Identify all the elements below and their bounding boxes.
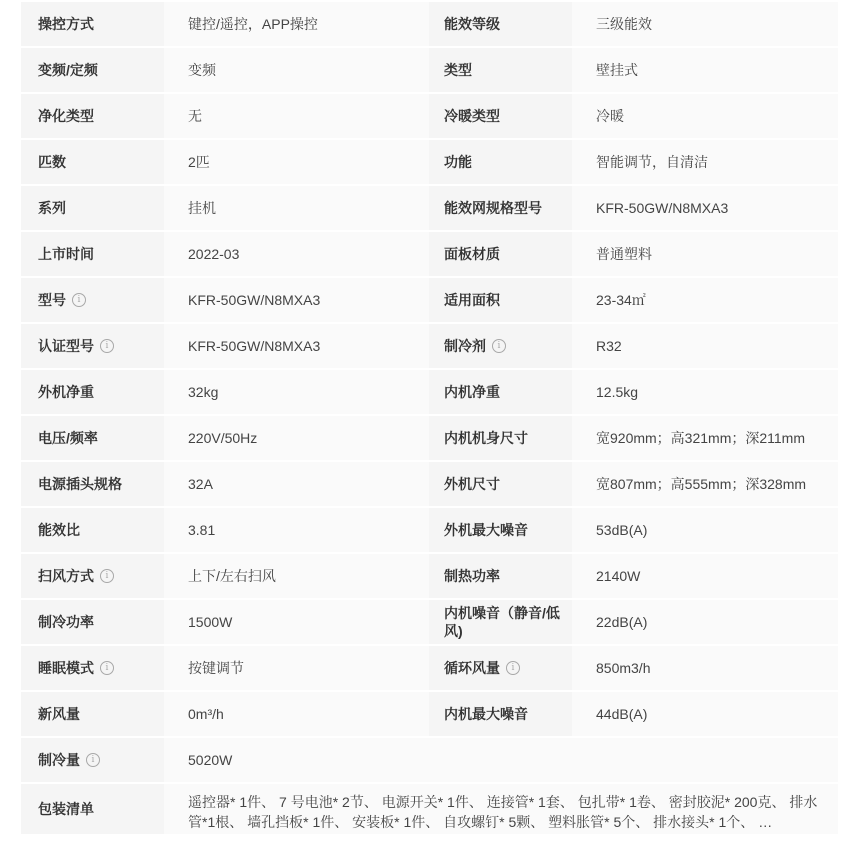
spec-value: 1500W [164, 600, 429, 646]
spec-label-text: 内机机身尺寸 [444, 430, 528, 446]
spec-label [429, 692, 572, 738]
spec-value: 冷暖 [572, 94, 838, 140]
spec-value: 三级能效 [572, 2, 838, 48]
info-circle-icon[interactable]: i [100, 339, 114, 353]
spec-label-text: 外机最大噪音 [444, 522, 528, 538]
spec-value: 3.81 [164, 508, 429, 554]
spec-value: KFR-50GW/N8MXA3 [572, 186, 838, 232]
spec-value: 220V/50Hz [164, 416, 429, 462]
spec-label-text: 能效比 [38, 522, 80, 538]
spec-value: 键控/遥控，APP操控 [164, 2, 429, 48]
spec-label [429, 2, 572, 48]
spec-value: 32kg [164, 370, 429, 416]
spec-label-text: 睡眠模式 [38, 660, 94, 676]
spec-label [21, 554, 164, 600]
spec-label-text: 认证型号 [38, 338, 94, 354]
spec-label [21, 508, 164, 554]
spec-value: 5020W [164, 738, 429, 784]
spec-label-text: 系列 [38, 200, 66, 216]
spec-label [21, 416, 164, 462]
spec-label-text: 内机净重 [444, 384, 500, 400]
spec-label [429, 508, 572, 554]
spec-label [21, 370, 164, 416]
spec-label-text: 扫风方式 [38, 568, 94, 584]
spec-label [429, 324, 572, 370]
spec-label-text: 新风量 [38, 706, 80, 722]
spec-label [429, 232, 572, 278]
spec-label-text: 内机噪音（静音/低风) [444, 605, 560, 639]
packing-list-value: 遥控器* 1件、 7 号电池* 2节、 电源开关* 1件、 连接管* 1套、 包扎带* 1卷、 密封胶泥* 200克、 排水管*1根、 墙孔挡板* 1件、 安装板* 1件、 自攻螺钉* 5颗、 塑料胀管* 5个、 排水接头* 1个、 … [164, 784, 838, 836]
spec-label-text: 型号 [38, 292, 66, 308]
spec-label [429, 186, 572, 232]
packing-list-label: 包装清单 [21, 784, 164, 836]
spec-label [21, 278, 164, 324]
spec-value: 按键调节 [164, 646, 429, 692]
spec-label-text: 功能 [444, 154, 472, 170]
spec-label-text: 电源插头规格 [38, 476, 122, 492]
spec-value: 智能调节，自清洁 [572, 140, 838, 186]
spec-label [429, 94, 572, 140]
spec-value: KFR-50GW/N8MXA3 [164, 278, 429, 324]
spec-label-text: 能效网规格型号 [444, 200, 542, 216]
spec-value: 无 [164, 94, 429, 140]
spec-label [21, 186, 164, 232]
spec-label [429, 554, 572, 600]
info-circle-icon[interactable]: i [72, 293, 86, 307]
spec-label-text: 制热功率 [444, 568, 500, 584]
spec-value: 53dB(A) [572, 508, 838, 554]
spec-value: KFR-50GW/N8MXA3 [164, 324, 429, 370]
spec-label-text: 适用面积 [444, 292, 500, 308]
spec-label-text: 循环风量 [444, 660, 500, 676]
info-circle-icon[interactable]: i [492, 339, 506, 353]
spec-label [21, 692, 164, 738]
spec-label [21, 2, 164, 48]
spec-label [21, 48, 164, 94]
spec-label [21, 600, 164, 646]
spec-label-text: 内机最大噪音 [444, 706, 528, 722]
spec-label-text: 类型 [444, 62, 472, 78]
spec-label [21, 232, 164, 278]
spec-label [429, 462, 572, 508]
spec-value: 变频 [164, 48, 429, 94]
spec-value: 850m3/h [572, 646, 838, 692]
spec-label-text: 变频/定频 [38, 62, 98, 78]
spec-label-text: 面板材质 [444, 246, 500, 262]
spec-label [21, 462, 164, 508]
spec-value: 23-34㎡ [572, 278, 838, 324]
spec-label-text: 外机净重 [38, 384, 94, 400]
spec-label-text: 制冷量 [38, 752, 80, 768]
spec-label [21, 646, 164, 692]
spec-grid [21, 2, 838, 836]
spec-label-text: 匹数 [38, 154, 66, 170]
spec-label [21, 140, 164, 186]
spec-label [429, 416, 572, 462]
spec-label-text: 上市时间 [38, 246, 94, 262]
spec-label-text: 净化类型 [38, 108, 94, 124]
spec-label-text: 电压/频率 [38, 430, 98, 446]
spec-label [429, 646, 572, 692]
info-circle-icon[interactable]: i [506, 661, 520, 675]
spec-label [429, 140, 572, 186]
spec-label [21, 94, 164, 140]
spec-value: 12.5kg [572, 370, 838, 416]
spec-value: 2022-03 [164, 232, 429, 278]
info-circle-icon[interactable]: i [86, 753, 100, 767]
spec-value: 上下/左右扫风 [164, 554, 429, 600]
spec-value: 2140W [572, 554, 838, 600]
spec-value: 宽920mm；高321mm；深211mm [572, 416, 838, 462]
spec-label-text: 制冷功率 [38, 614, 94, 630]
info-circle-icon[interactable]: i [100, 569, 114, 583]
spec-value: 普通塑料 [572, 232, 838, 278]
spec-label [21, 324, 164, 370]
spec-value: 挂机 [164, 186, 429, 232]
spec-value: 壁挂式 [572, 48, 838, 94]
spec-label [21, 738, 164, 784]
spec-label [429, 278, 572, 324]
spec-label-text: 能效等级 [444, 16, 500, 32]
spec-value: 44dB(A) [572, 692, 838, 738]
spec-label-text: 冷暖类型 [444, 108, 500, 124]
spec-value: R32 [572, 324, 838, 370]
spec-table [21, 2, 838, 836]
spec-label [429, 48, 572, 94]
spec-label-text: 操控方式 [38, 16, 94, 32]
spec-label [429, 370, 572, 416]
spec-label-text: 制冷剂 [444, 338, 486, 354]
info-circle-icon[interactable]: i [100, 661, 114, 675]
spec-value: 32A [164, 462, 429, 508]
spec-value: 0m³/h [164, 692, 429, 738]
spec-value: 22dB(A) [572, 600, 838, 646]
empty-cell [429, 738, 838, 784]
spec-value: 2匹 [164, 140, 429, 186]
spec-label [429, 600, 572, 646]
spec-value: 宽807mm；高555mm；深328mm [572, 462, 838, 508]
spec-label-text: 外机尺寸 [444, 476, 500, 492]
